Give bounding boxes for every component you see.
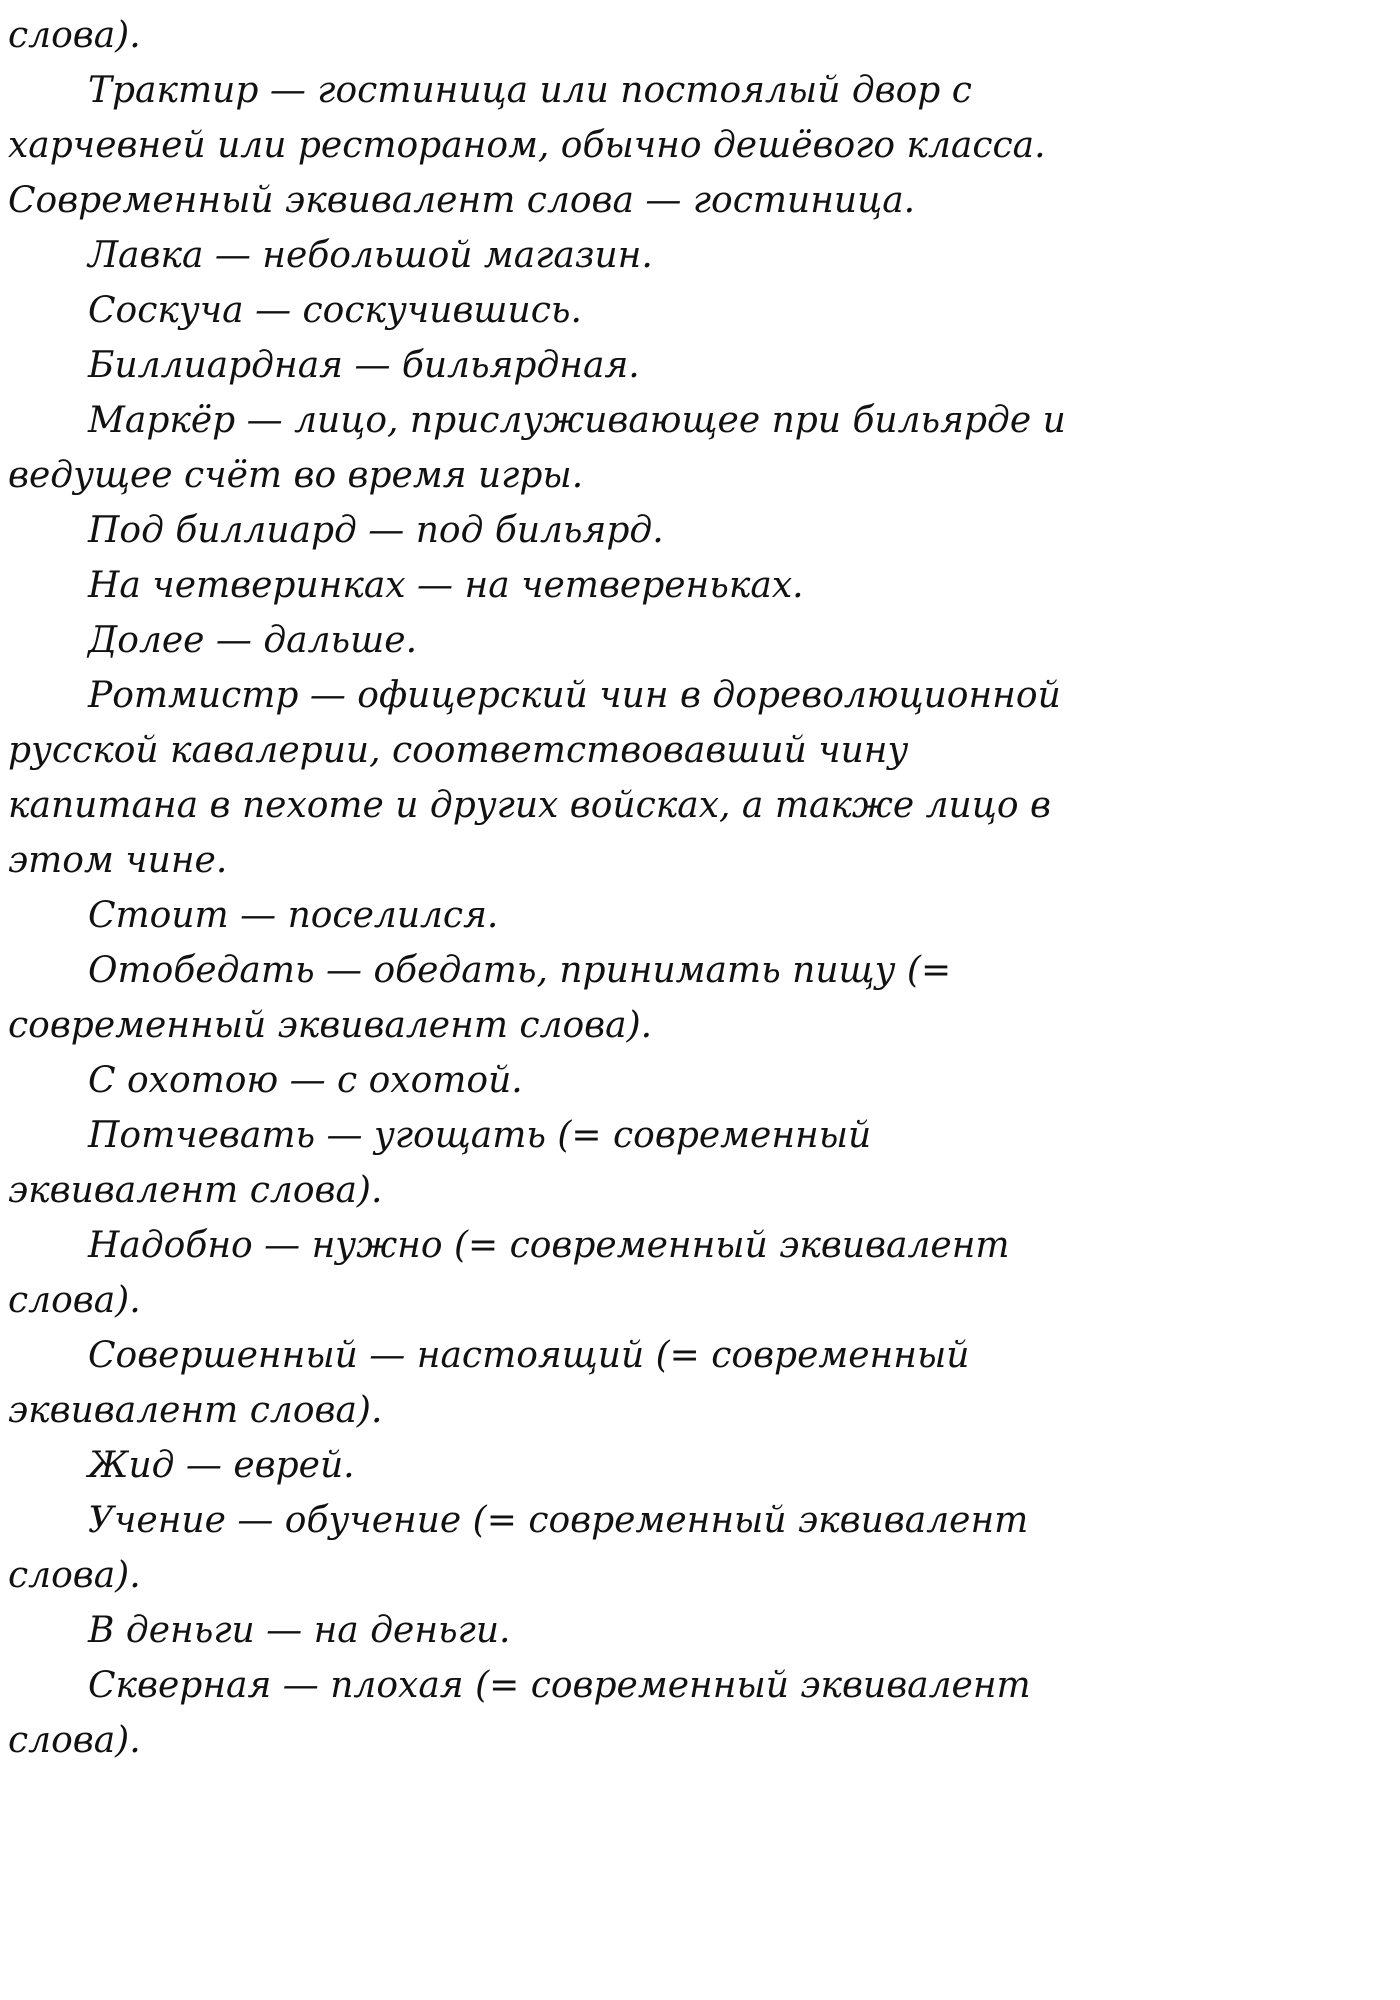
paragraph-continuation: слова). — [8, 15, 141, 56]
glossary-entry-otobedat: Отобедать — обедать, принимать пищу (= современный эквивалент слова). — [8, 950, 952, 1046]
glossary-entry-soskucha: Соскуча — соскучившись. — [88, 290, 582, 331]
glossary-entry-stoit: Стоит — поселился. — [88, 895, 499, 936]
glossary-entry-potchevat: Потчевать — угощать (= современный эквивалент слова). — [8, 1115, 872, 1211]
glossary-entry-s-ohotoyu: С охотою — с охотой. — [88, 1060, 523, 1101]
glossary-entry-sovershennyi: Совершенный — настоящий (= современный эквивалент слова). — [8, 1335, 970, 1431]
glossary-entry-lavka: Лавка — небольшой магазин. — [88, 235, 653, 276]
glossary-entry-v-dengi: В деньги — на деньги. — [88, 1610, 511, 1651]
glossary-entry-billiardnaya: Биллиардная — бильярдная. — [88, 345, 640, 386]
glossary-entry-skvernaya: Скверная — плохая (= современный эквивалент слова). — [8, 1665, 1031, 1761]
glossary-entry-na-chetverinkah: На четверинках — на четвереньках. — [88, 565, 804, 606]
glossary-entry-dolee: Долее — дальше. — [88, 620, 418, 661]
glossary-entry-zhid: Жид — еврей. — [88, 1445, 355, 1486]
glossary-entry-nadobno: Надобно — нужно (= современный эквивалент слова). — [8, 1225, 1010, 1321]
glossary-entry-pod-billiard: Под биллиард — под бильярд. — [88, 510, 664, 551]
glossary-entry-uchenie: Учение — обучение (= современный эквивалент слова). — [8, 1500, 1029, 1596]
glossary-entry-traktir: Трактир — гостиница или постоялый двор с харчевней или рестораном, обычно дешёвого класса. Современный эквивалент слова — гостиница. — [8, 70, 1046, 221]
glossary-entry-rotmistr: Ротмистр — офицерский чин в дореволюционной русской кавалерии, соответствовавший чину капитана в пехоте и других войсках, а также лицо в этом чине. — [8, 675, 1061, 881]
glossary-entry-marker: Маркёр — лицо, прислуживающее при бильярде и ведущее счёт во время игры. — [8, 400, 1066, 496]
